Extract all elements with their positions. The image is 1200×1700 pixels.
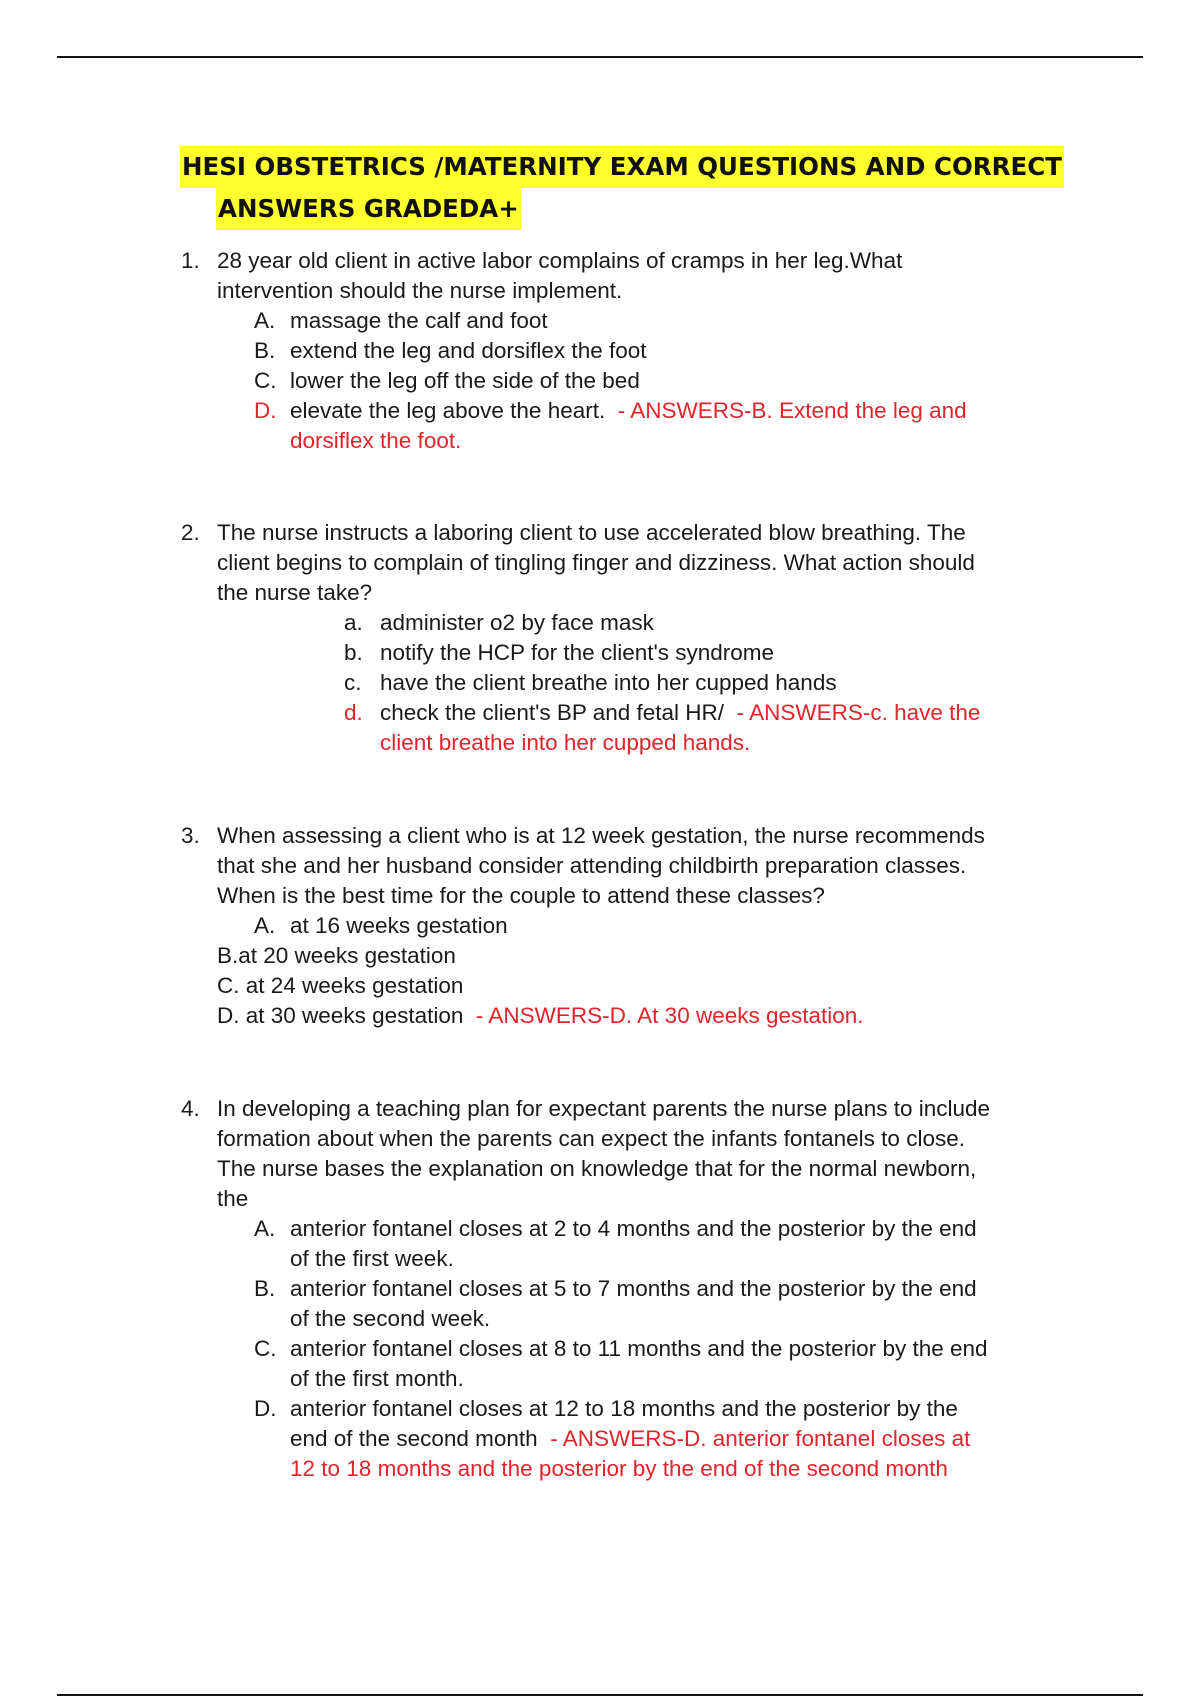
option-text: of the second week. <box>290 1306 491 1331</box>
option-text: lower the leg off the side of the bed <box>290 368 640 393</box>
answer-text: - ANSWERS-c. have the <box>736 700 981 725</box>
option-letter: D. <box>254 1396 277 1421</box>
option-letter: B. <box>254 338 276 363</box>
bottom-rule <box>57 1694 1143 1696</box>
option-text: notify the HCP for the client's syndrome <box>380 640 775 665</box>
option-text: anterior fontanel closes at 2 to 4 months and the posterior by the end <box>290 1216 977 1241</box>
option-with-answer <box>380 698 980 728</box>
document-title <box>180 146 1060 230</box>
option-text: end of the second month <box>290 1426 538 1451</box>
option-text: C. at 24 weeks gestation <box>217 973 464 998</box>
option-text: D. at 30 weeks gestation <box>217 1003 464 1028</box>
question-stem-line: that she and her husband consider attending childbirth preparation classes. <box>217 853 967 878</box>
option-text: elevate the leg above the heart. <box>290 398 606 423</box>
question-number: 3. <box>181 823 200 848</box>
option-text: extend the leg and dorsiflex the foot <box>290 338 647 363</box>
option-letter: A. <box>254 1216 276 1241</box>
question-stem-line: client begins to complain of tingling finger and dizziness. What action should <box>217 550 975 575</box>
option-text: of the first week. <box>290 1246 454 1271</box>
option-letter: A. <box>254 308 276 333</box>
option-with-answer <box>217 1001 864 1031</box>
question-stem-line: 28 year old client in active labor complains of cramps in her leg.What <box>217 248 903 273</box>
question-number: 2. <box>181 520 200 545</box>
answer-text: 12 to 18 months and the posterior by the end of the second month <box>290 1456 948 1481</box>
option-with-answer <box>290 396 967 426</box>
question-stem-line: intervention should the nurse implement. <box>217 278 623 303</box>
question-stem-line: The nurse bases the explanation on knowledge that for the normal newborn, <box>217 1156 977 1181</box>
option-text: of the first month. <box>290 1366 464 1391</box>
question-stem-line: When is the best time for the couple to attend these classes? <box>217 883 825 908</box>
answer-text: client breathe into her cupped hands. <box>380 730 751 755</box>
answer-text: - ANSWERS-D. anterior fontanel closes at <box>550 1426 971 1451</box>
option-letter: b. <box>344 640 363 665</box>
option-letter: D. <box>254 398 277 423</box>
option-letter: d. <box>344 700 363 725</box>
option-letter: C. <box>254 368 277 393</box>
option-text: have the client breathe into her cupped hands <box>380 670 837 695</box>
option-text: anterior fontanel closes at 5 to 7 months and the posterior by the end <box>290 1276 977 1301</box>
title-line-2: ANSWERS GRADEDA+ <box>216 188 521 230</box>
question-stem-line: In developing a teaching plan for expectant parents the nurse plans to include <box>217 1096 991 1121</box>
option-text: anterior fontanel closes at 8 to 11 months and the posterior by the end <box>290 1336 988 1361</box>
answer-text: dorsiflex the foot. <box>290 428 462 453</box>
option-with-answer <box>290 1424 970 1454</box>
option-letter: c. <box>344 670 362 695</box>
option-text: B.at 20 weeks gestation <box>217 943 456 968</box>
answer-text: - ANSWERS-D. At 30 weeks gestation. <box>475 1003 864 1028</box>
question-stem-line: the <box>217 1186 249 1211</box>
option-text: check the client's BP and fetal HR/ <box>380 700 725 725</box>
question-number: 1. <box>181 248 200 273</box>
question-stem-line: formation about when the parents can expect the infants fontanels to close. <box>217 1126 965 1151</box>
option-text: anterior fontanel closes at 12 to 18 months and the posterior by the <box>290 1396 958 1421</box>
option-letter: A. <box>254 913 276 938</box>
title-line-1: HESI OBSTETRICS /MATERNITY EXAM QUESTIONS AND CORRECT <box>180 146 1064 188</box>
option-text: massage the calf and foot <box>290 308 548 333</box>
question-stem-line: the nurse take? <box>217 580 373 605</box>
top-rule <box>57 56 1143 58</box>
option-letter: C. <box>254 1336 277 1361</box>
option-text: administer o2 by face mask <box>380 610 654 635</box>
question-number: 4. <box>181 1096 200 1121</box>
question-stem-line: The nurse instructs a laboring client to use accelerated blow breathing. The <box>217 520 966 545</box>
answer-text: - ANSWERS-B. Extend the leg and <box>617 398 967 423</box>
option-text: at 16 weeks gestation <box>290 913 508 938</box>
option-letter: B. <box>254 1276 276 1301</box>
option-letter: a. <box>344 610 363 635</box>
question-stem-line: When assessing a client who is at 12 week gestation, the nurse recommends <box>217 823 985 848</box>
